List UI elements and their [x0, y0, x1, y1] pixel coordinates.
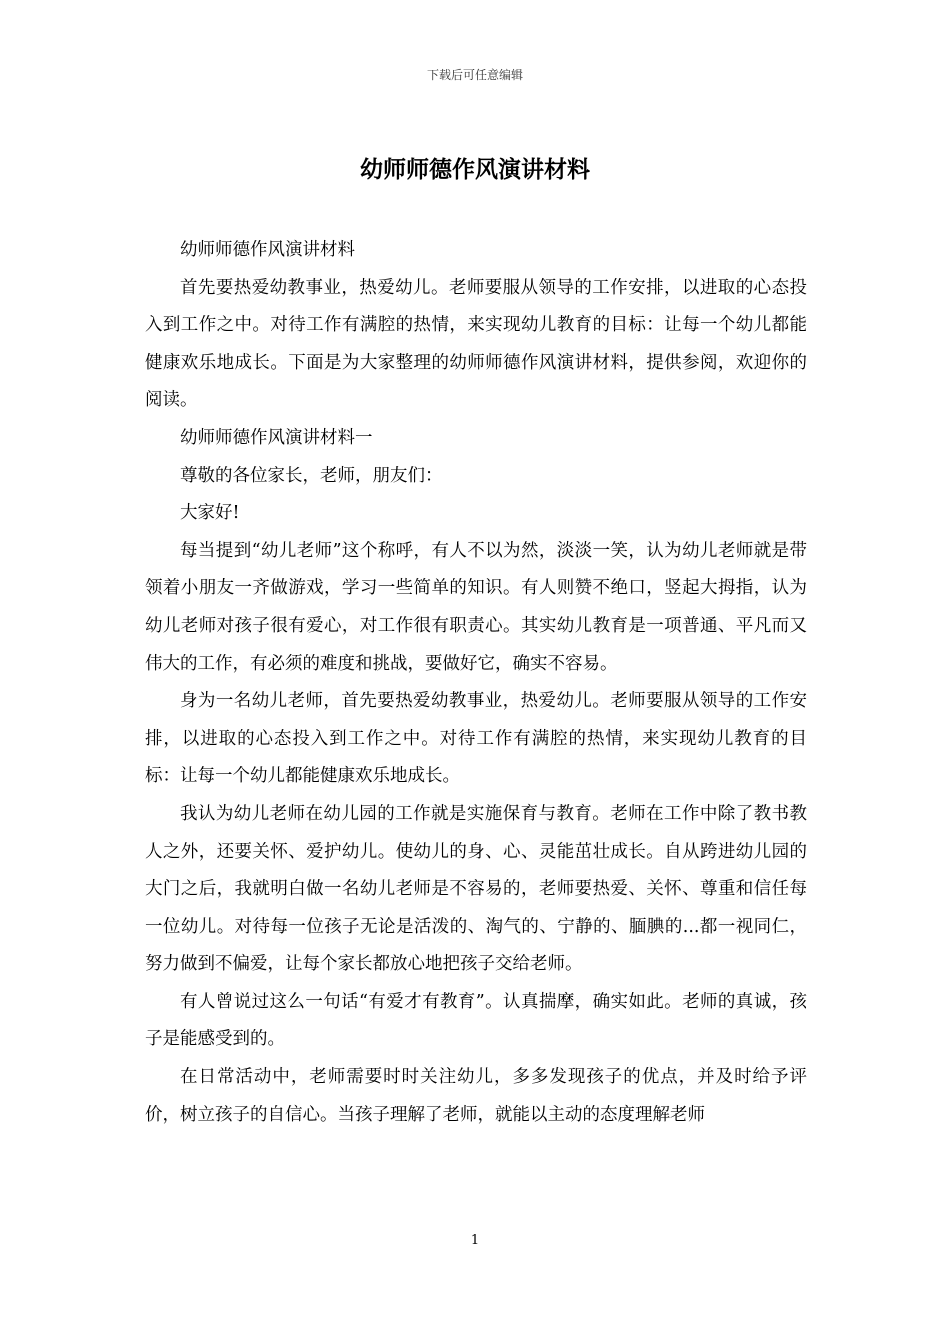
paragraph-body: 在日常活动中，老师需要时时关注幼儿，多多发现孩子的优点，并及时给予评价，树立孩子的自信心。当孩子理解了老师，就能以主动的态度理解老师	[145, 1067, 807, 1125]
page-number: 1	[470, 1233, 480, 1248]
document-body	[145, 232, 807, 1134]
paragraph-greeting: 大家好!	[180, 503, 240, 524]
paragraph-section-heading: 幼师师德作风演讲材料一	[180, 427, 373, 448]
paragraph-body: 每当提到“幼儿老师”这个称呼，有人不以为然，淡淡一笑，认为幼儿老师就是带领着小朋友一齐做游戏，学习一些简单的知识。有人则赞不绝口，竖起大拇指，认为幼儿老师对孩子很有爱心，对工作很有职责心。其实幼儿教育是一项普通、平凡而又伟大的工作，有必须的难度和挑战，要做好它，确实不容易。	[145, 540, 807, 674]
document-title: 幼师师德作风演讲材料	[360, 156, 590, 183]
paragraph-body: 有人曾说过这么一句话“有爱才有教育”。认真揣摩，确实如此。老师的真诚，孩子是能感受到的。	[145, 991, 807, 1050]
header-note: 下载后可任意编辑	[426, 68, 523, 82]
paragraph-body: 我认为幼儿老师在幼儿园的工作就是实施保育与教育。老师在工作中除了教书教人之外，还要关怀、爱护幼儿。使幼儿的身、心、灵能茁壮成长。自从跨进幼儿园的大门之后，我就明白做一名幼儿老师是不容易的，老师要热爱、关怀、尊重和信任每一位幼儿。对待每一位孩子无论是活泼的、淘气的、宁静的、腼腆的...都一视同仁，努力做到不偏爱，让每个家长都放心地把孩子交给老师。	[145, 803, 807, 975]
paragraph-body: 身为一名幼儿老师，首先要热爱幼教事业，热爱幼儿。老师要服从领导的工作安排，以进取的心态投入到工作之中。对待工作有满腔的热情，来实现幼儿教育的目标：让每一个幼儿都能健康欢乐地成长。	[145, 691, 807, 787]
paragraph-subtitle: 幼师师德作风演讲材料	[180, 240, 355, 260]
paragraph-salutation: 尊敬的各位家长，老师，朋友们：	[180, 465, 443, 486]
paragraph-intro: 首先要热爱幼教事业，热爱幼儿。老师要服从领导的工作安排，以进取的心态投入到工作之中。对待工作有满腔的热情，来实现幼儿教育的目标：让每一个幼儿都能健康欢乐地成长。下面是为大家整理的幼师师德作风演讲材料，提供参阅，欢迎你的阅读。	[145, 277, 807, 411]
